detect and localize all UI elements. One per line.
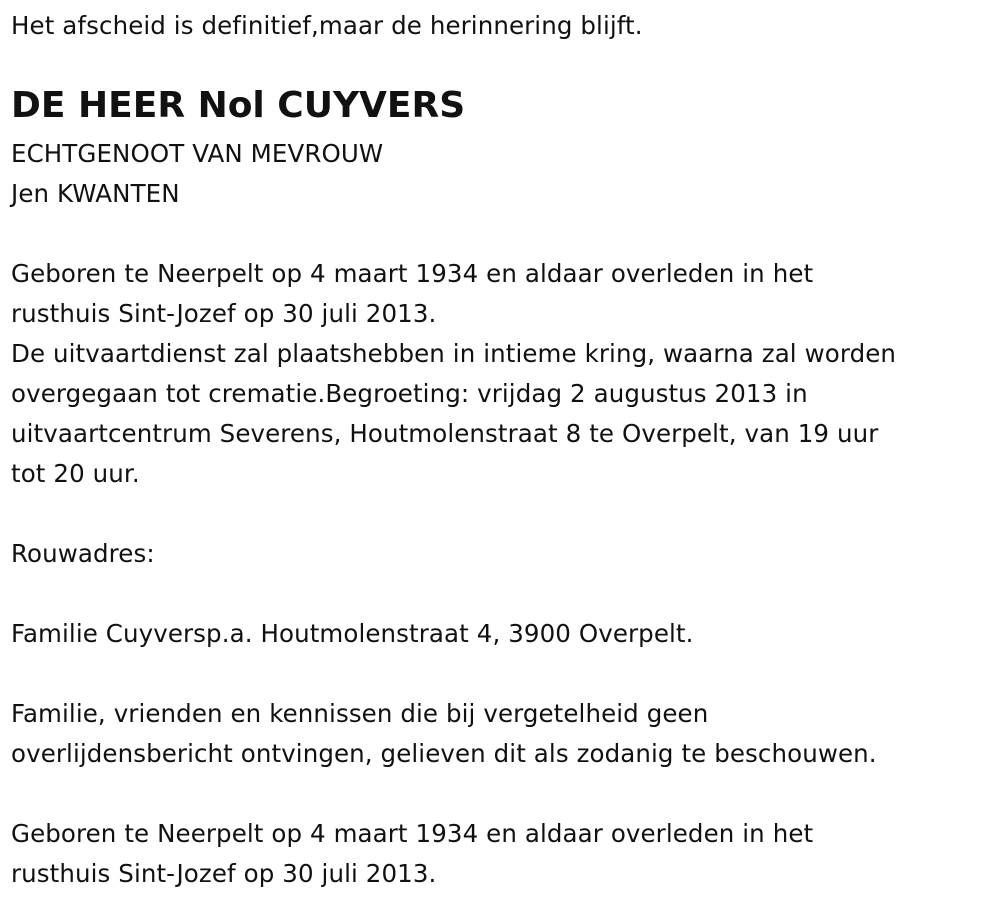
- birth-death-repeat-line-1: Geboren te Neerpelt op 4 maart 1934 en aldaar overleden in het: [11, 819, 814, 848]
- birth-death-text-line-1: Geboren te Neerpelt op 4 maart 1934 en aldaar overleden in het: [11, 259, 814, 288]
- spouse-label: ECHTGENOOT VAN MEVROUW: [11, 139, 384, 168]
- address-label: Rouwadres:: [11, 539, 155, 568]
- birth-death-text-line-2: rusthuis Sint-Jozef op 30 juli 2013.: [11, 299, 437, 328]
- service-text-line-1: De uitvaartdienst zal plaatshebben in intieme kring, waarna zal worden: [11, 339, 897, 368]
- spouse-name: Jen KWANTEN: [11, 179, 180, 208]
- service-text-line-4: tot 20 uur.: [11, 459, 140, 488]
- deceased-name-heading: DE HEER Nol CUYVERS: [11, 85, 466, 126]
- notification-text-line-2: overlijdensbericht ontvingen, gelieven dit als zodanig te beschouwen.: [11, 739, 877, 768]
- notification-text-line-1: Familie, vrienden en kennissen die bij vergetelheid geen: [11, 699, 709, 728]
- service-text-line-2: overgegaan tot crematie.Begroeting: vrijdag 2 augustus 2013 in: [11, 379, 808, 408]
- motto-text: Het afscheid is definitief,maar de herinnering blijft.: [11, 11, 643, 40]
- address-text: Familie Cuyversp.a. Houtmolenstraat 4, 3900 Overpelt.: [11, 619, 694, 648]
- birth-death-repeat-line-2: rusthuis Sint-Jozef op 30 juli 2013.: [11, 859, 437, 888]
- service-text-line-3: uitvaartcentrum Severens, Houtmolenstraat 8 te Overpelt, van 19 uur: [11, 419, 879, 448]
